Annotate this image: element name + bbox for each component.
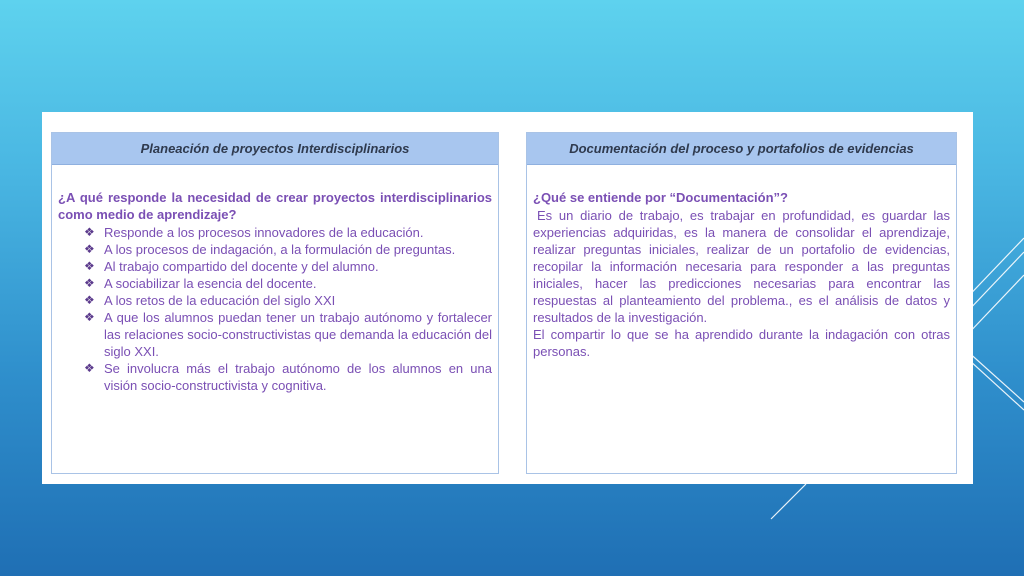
right-column-header: Documentación del proceso y portafolios de evidencias	[527, 133, 956, 165]
left-bullet-list	[58, 224, 492, 394]
list-item-text: A los retos de la educación del siglo XXI	[104, 293, 336, 308]
diamond-bullet-icon: ❖	[84, 242, 95, 256]
diamond-bullet-icon: ❖	[84, 225, 95, 239]
diamond-bullet-icon: ❖	[84, 276, 95, 290]
content-panel	[42, 112, 973, 484]
list-item	[58, 275, 492, 292]
right-paragraph-2: El compartir lo que se ha aprendido durante la indagación con otras personas.	[533, 327, 950, 359]
right-column	[526, 132, 957, 474]
list-item-text: Responde a los procesos innovadores de la educación.	[104, 225, 424, 240]
list-item	[58, 292, 492, 309]
list-item-text: Al trabajo compartido del docente y del alumno.	[104, 259, 379, 274]
list-item-text: A sociabilizar la esencia del docente.	[104, 276, 317, 291]
list-item	[58, 309, 492, 360]
diamond-bullet-icon: ❖	[84, 361, 95, 375]
diamond-bullet-icon: ❖	[84, 259, 95, 273]
list-item	[58, 258, 492, 275]
diamond-bullet-icon: ❖	[84, 293, 95, 307]
list-item	[58, 241, 492, 258]
right-question: ¿Qué se entiende por “Documentación”?	[533, 190, 788, 205]
right-column-body	[527, 165, 956, 360]
list-item-text: Se involucra más el trabajo autónomo de los alumnos en una visión socio-constructivista y cognitiva.	[104, 361, 492, 393]
left-column-body	[52, 165, 498, 394]
list-item	[58, 360, 492, 394]
left-question: ¿A qué responde la necesidad de crear proyectos interdisciplinarios como medio de aprendizaje?	[58, 190, 492, 222]
list-item-text: A que los alumnos puedan tener un trabajo autónomo y fortalecer las relaciones socio-constructivistas que demanda la educación del siglo XXI.	[104, 310, 492, 359]
list-item-text: A los procesos de indagación, a la formulación de preguntas.	[104, 242, 456, 257]
list-item	[58, 224, 492, 241]
left-column-header: Planeación de proyectos Interdisciplinarios	[52, 133, 498, 165]
left-column	[51, 132, 499, 474]
diamond-bullet-icon: ❖	[84, 310, 95, 324]
right-paragraph-1: Es un diario de trabajo, es trabajar en profundidad, es guardar las experiencias adquiridas, es la manera de consolidar el aprendizaje, realizar preguntas iniciales, realizar de un portafolio de evidencias, recopilar la información necesaria para responder a las preguntas iniciales, hacer las predicciones necesarias para encontrar las respuestas al planteamiento del problema., es el análisis de datos y resultados de la investigación.	[533, 208, 950, 325]
